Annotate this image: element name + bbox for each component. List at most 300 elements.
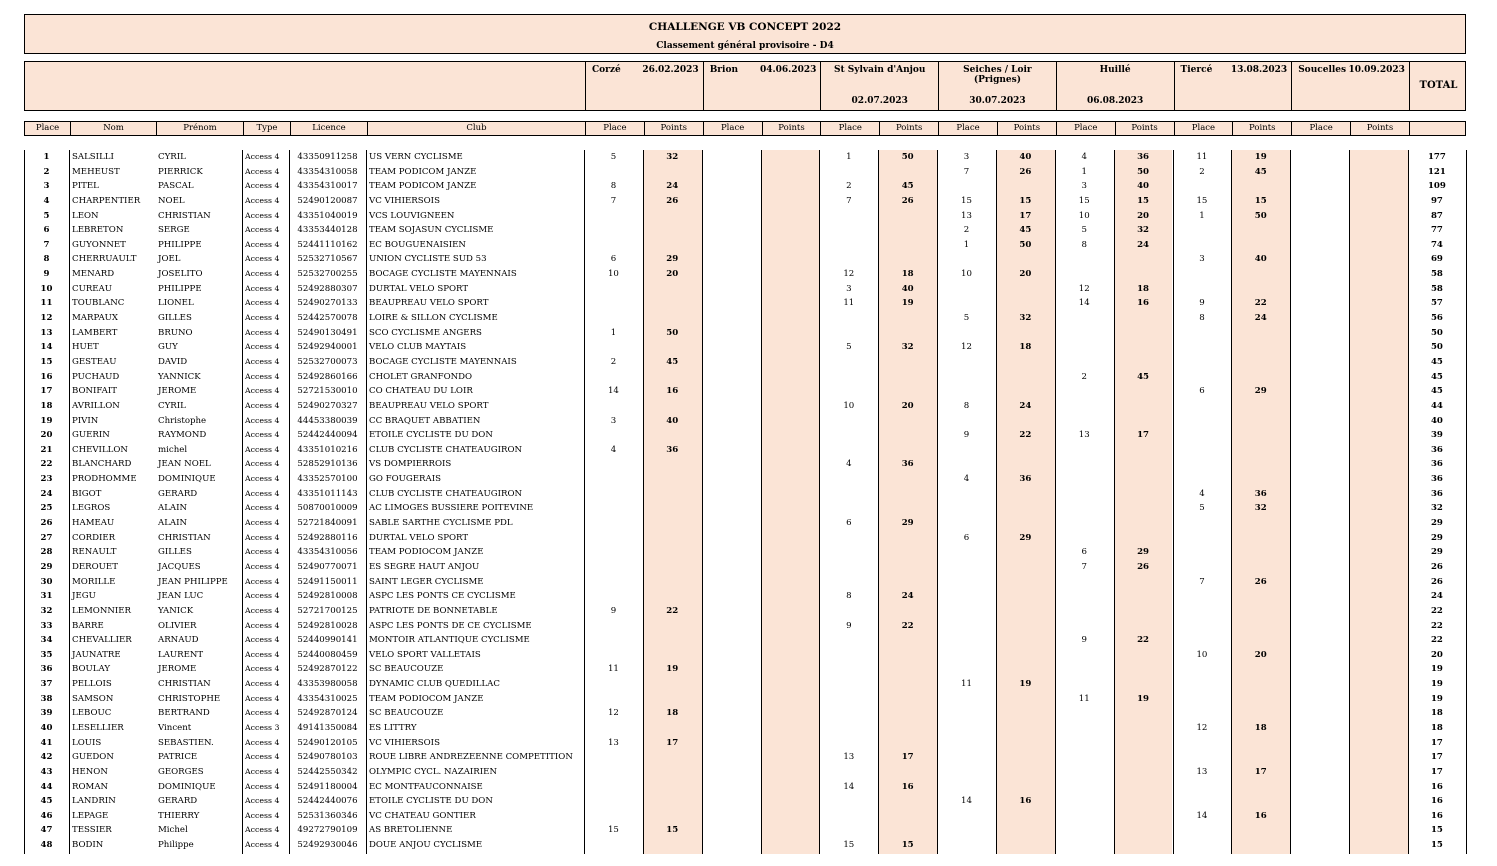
cell-race6-place xyxy=(1173,457,1232,472)
table-row xyxy=(24,604,1466,619)
cell-club: SABLE SARTHE CYCLISME PDL xyxy=(369,518,513,529)
cell-race4-points: 50 xyxy=(1019,239,1032,250)
cell-race6-place xyxy=(1173,604,1232,619)
cell-race6-place xyxy=(1173,706,1232,721)
cell-race7-place xyxy=(1290,633,1349,648)
cell-race4-place xyxy=(937,282,996,297)
cell-race3-place xyxy=(819,648,878,663)
table-row xyxy=(24,838,1466,853)
cell-race2-points xyxy=(761,633,820,648)
cell-race5-place xyxy=(1055,677,1114,692)
cell-race2-points xyxy=(761,194,820,209)
cell-race3-place xyxy=(819,823,878,838)
table-row xyxy=(24,414,1466,429)
cell-race7-points xyxy=(1349,736,1408,751)
cell-race6-place xyxy=(1173,516,1232,531)
cell-club: TEAM PODICOM JANZE xyxy=(369,166,477,177)
table-row xyxy=(24,340,1466,355)
cell-total: 36 xyxy=(1430,488,1443,499)
cell-race3-points xyxy=(878,531,937,546)
cell-club: ASPC LES PONTS CE CYCLISME xyxy=(369,591,516,602)
cell-race5-points xyxy=(1114,575,1173,590)
cell-race7-points xyxy=(1349,545,1408,560)
cell-race3-place xyxy=(819,370,878,385)
cell-total: 29 xyxy=(1430,547,1443,558)
cell-race7-points xyxy=(1349,326,1408,341)
cell-race4-place xyxy=(937,736,996,751)
table-row xyxy=(24,252,1466,267)
cell-race1-points: 26 xyxy=(666,195,679,206)
cell-race4-place xyxy=(937,487,996,502)
cell-club: EC MONTFAUCONNAISE xyxy=(369,781,483,792)
cell-race2-place xyxy=(702,619,761,634)
cell-race3-points: 26 xyxy=(901,195,914,206)
cell-race1-points xyxy=(643,238,702,253)
cell-race4-points xyxy=(996,750,1055,765)
cell-race2-place xyxy=(702,765,761,780)
cell-race5-place xyxy=(1055,384,1114,399)
cell-race5-points xyxy=(1114,443,1173,458)
header-nom: Nom xyxy=(70,122,156,135)
cell-race2-place xyxy=(702,648,761,663)
cell-total: 39 xyxy=(1430,430,1443,441)
cell-race1-points xyxy=(643,780,702,795)
cell-race1-points xyxy=(643,516,702,531)
cell-type: Access 4 xyxy=(245,269,280,279)
cell-nom: CHEVALLIER xyxy=(72,635,132,646)
cell-race3-place xyxy=(819,662,878,677)
cell-nom: BARRE xyxy=(72,620,104,631)
cell-race2-place xyxy=(702,282,761,297)
cell-nom: ROMAN xyxy=(72,781,109,792)
cell-place: 8 xyxy=(43,254,50,265)
cell-race5-place xyxy=(1055,736,1114,751)
cell-race7-points xyxy=(1349,589,1408,604)
cell-race4-place: 4 xyxy=(963,474,970,485)
cell-race5-points xyxy=(1114,501,1173,516)
cell-prenom: michel xyxy=(158,444,188,455)
cell-race3-points: 22 xyxy=(901,620,914,631)
cell-race6-points: 36 xyxy=(1254,488,1267,499)
cell-race6-points: 26 xyxy=(1254,576,1267,587)
page-subtitle: Classement général provisoire - D4 xyxy=(656,41,834,51)
cell-race5-place: 11 xyxy=(1078,693,1090,704)
cell-race1-points xyxy=(643,457,702,472)
cell-race6-place xyxy=(1173,399,1232,414)
table-row xyxy=(24,267,1466,282)
race-date: 26.02.2023 xyxy=(642,65,699,75)
cell-race7-points xyxy=(1349,809,1408,824)
cell-club: TEAM SOJASUN CYCLISME xyxy=(369,225,494,236)
cell-place: 43 xyxy=(40,766,53,777)
cell-prenom: CHRISTIAN xyxy=(158,679,211,690)
cell-club: BOCAGE CYCLISTE MAYENNAIS xyxy=(369,356,517,367)
cell-race2-place xyxy=(702,311,761,326)
cell-prenom: THIERRY xyxy=(158,810,200,821)
cell-race2-points xyxy=(761,706,820,721)
race-name: St Sylvain d'Anjou xyxy=(833,65,926,75)
cell-race4-points xyxy=(996,487,1055,502)
race-name: Brion xyxy=(709,65,739,75)
cell-race4-points: 17 xyxy=(1019,210,1032,221)
cell-licence: 52721700125 xyxy=(297,605,358,616)
cell-race6-place xyxy=(1173,794,1232,809)
cell-race7-points xyxy=(1349,604,1408,619)
cell-type: Access 4 xyxy=(245,298,280,308)
cell-prenom: JEROME xyxy=(158,386,197,397)
cell-place: 5 xyxy=(43,210,50,221)
cell-type: Access 4 xyxy=(245,664,280,674)
cell-club: DOUE ANJOU CYCLISME xyxy=(369,840,483,851)
cell-race6-points xyxy=(1231,179,1290,194)
cell-nom: CHERRUAULT xyxy=(72,254,137,265)
cell-race5-points xyxy=(1114,706,1173,721)
race-date: 06.08.2023 xyxy=(1086,96,1144,106)
cell-race6-place xyxy=(1173,560,1232,575)
cell-race4-points xyxy=(996,414,1055,429)
cell-race4-place xyxy=(937,823,996,838)
table-row xyxy=(24,179,1466,194)
cell-licence: 52442550342 xyxy=(297,766,358,777)
cell-nom: LESELLIER xyxy=(72,722,124,733)
cell-race7-place xyxy=(1290,809,1349,824)
cell-race1-points: 45 xyxy=(666,356,679,367)
table-row xyxy=(24,209,1466,224)
cell-race6-points xyxy=(1231,706,1290,721)
cell-race4-place: 2 xyxy=(963,225,970,236)
cell-race3-points xyxy=(878,736,937,751)
cell-race2-points xyxy=(761,487,820,502)
cell-race3-points: 18 xyxy=(901,269,914,280)
cell-prenom: SERGE xyxy=(158,225,190,236)
cell-race7-place xyxy=(1290,780,1349,795)
cell-race7-place xyxy=(1290,223,1349,238)
cell-race2-points xyxy=(761,399,820,414)
cell-race2-place xyxy=(702,399,761,414)
cell-club: ASPC LES PONTS DE CE CYCLISME xyxy=(369,620,532,631)
cell-race1-place: 14 xyxy=(607,386,619,397)
cell-total: 22 xyxy=(1430,620,1443,631)
cell-race5-points: 18 xyxy=(1137,283,1150,294)
cell-race6-place xyxy=(1173,414,1232,429)
cell-race4-points xyxy=(996,252,1055,267)
cell-type: Access 4 xyxy=(245,400,280,410)
cell-prenom: Vincent xyxy=(158,722,192,733)
table-row xyxy=(24,516,1466,531)
cell-place: 16 xyxy=(40,371,53,382)
cell-licence: 52492870124 xyxy=(297,708,358,719)
cell-race2-place xyxy=(702,721,761,736)
cell-race7-place xyxy=(1290,370,1349,385)
cell-type: Access 4 xyxy=(245,342,280,352)
cell-race4-place xyxy=(937,692,996,707)
cell-race3-place xyxy=(819,531,878,546)
cell-race3-place xyxy=(819,575,878,590)
cell-place: 10 xyxy=(40,283,53,294)
grid-line xyxy=(1466,150,1467,854)
cell-race5-points xyxy=(1114,677,1173,692)
cell-race3-points xyxy=(878,560,937,575)
cell-race4-points xyxy=(996,575,1055,590)
cell-licence: 52492880307 xyxy=(297,283,358,294)
cell-race5-points: 36 xyxy=(1137,152,1150,162)
cell-prenom: YANICK xyxy=(158,605,194,616)
cell-race3-points xyxy=(878,326,937,341)
cell-type: Access 4 xyxy=(245,737,280,747)
header-race_points: Points xyxy=(1232,122,1291,135)
table-row xyxy=(24,736,1466,751)
cell-race3-place xyxy=(819,238,878,253)
cell-race1-points: 15 xyxy=(666,825,679,836)
cell-race6-points xyxy=(1231,589,1290,604)
cell-race1-place xyxy=(584,238,643,253)
cell-race3-points xyxy=(878,765,937,780)
cell-type: Access 4 xyxy=(245,825,280,835)
race-header-2 xyxy=(703,62,821,110)
cell-nom: LOUIS xyxy=(72,737,102,748)
cell-race4-place: 12 xyxy=(961,342,972,353)
cell-prenom: GEORGES xyxy=(158,766,204,777)
cell-race6-points xyxy=(1231,457,1290,472)
cell-race1-place: 12 xyxy=(607,708,619,719)
cell-race6-points xyxy=(1231,326,1290,341)
table-row xyxy=(24,765,1466,780)
cell-race5-points xyxy=(1114,589,1173,604)
cell-licence: 52490120105 xyxy=(297,737,358,748)
cell-place: 35 xyxy=(40,649,53,660)
cell-race4-points xyxy=(996,443,1055,458)
cell-race6-place: 13 xyxy=(1196,766,1208,777)
cell-race5-place xyxy=(1055,823,1114,838)
standings-table xyxy=(24,150,1466,853)
cell-race4-points xyxy=(996,765,1055,780)
cell-race3-points xyxy=(878,311,937,326)
cell-type: Access 4 xyxy=(245,166,280,176)
cell-race1-place xyxy=(584,648,643,663)
cell-club: VC VIHIERSOIS xyxy=(369,195,440,206)
cell-race2-points xyxy=(761,282,820,297)
cell-race1-points xyxy=(643,282,702,297)
cell-race5-place xyxy=(1055,340,1114,355)
cell-place: 23 xyxy=(40,474,53,485)
cell-race6-points xyxy=(1231,823,1290,838)
cell-race2-place xyxy=(702,384,761,399)
cell-race3-points xyxy=(878,721,937,736)
cell-race3-place xyxy=(819,165,878,180)
cell-licence: 52490270327 xyxy=(297,400,358,411)
cell-race6-points xyxy=(1231,692,1290,707)
table-row xyxy=(24,750,1466,765)
cell-race2-points xyxy=(761,223,820,238)
cell-race7-points xyxy=(1349,501,1408,516)
cell-place: 41 xyxy=(40,737,53,748)
cell-club: CO CHATEAU DU LOIR xyxy=(369,386,473,397)
cell-race2-place xyxy=(702,370,761,385)
cell-race6-points: 29 xyxy=(1254,386,1267,397)
cell-total: 97 xyxy=(1430,195,1443,206)
cell-prenom: NOEL xyxy=(158,195,185,206)
cell-licence: 52492810008 xyxy=(297,591,358,602)
cell-licence: 43354310056 xyxy=(297,547,358,558)
cell-race2-points xyxy=(761,457,820,472)
cell-race7-points xyxy=(1349,750,1408,765)
cell-club: BOCAGE CYCLISTE MAYENNAIS xyxy=(369,269,517,280)
cell-nom: MORILLE xyxy=(72,576,116,587)
cell-race1-place xyxy=(584,209,643,224)
cell-race1-points xyxy=(643,633,702,648)
cell-type: Access 4 xyxy=(245,371,280,381)
cell-race6-place xyxy=(1173,619,1232,634)
cell-prenom: ARNAUD xyxy=(158,635,199,646)
cell-nom: BODIN xyxy=(72,840,104,851)
cell-race3-place xyxy=(819,428,878,443)
cell-place: 44 xyxy=(40,781,53,792)
cell-race3-points xyxy=(878,238,937,253)
cell-race3-points: 50 xyxy=(901,152,914,162)
cell-prenom: JEAN NOEL xyxy=(158,459,211,470)
cell-race5-place xyxy=(1055,706,1114,721)
cell-race5-points xyxy=(1114,457,1173,472)
cell-type: Access 4 xyxy=(245,693,280,703)
cell-race3-points xyxy=(878,823,937,838)
cell-race4-points: 36 xyxy=(1019,474,1032,485)
cell-race2-place xyxy=(702,223,761,238)
cell-type: Access 4 xyxy=(245,518,280,528)
cell-race6-points: 16 xyxy=(1254,810,1267,821)
cell-race6-place xyxy=(1173,838,1232,853)
cell-race7-place xyxy=(1290,209,1349,224)
cell-race4-place xyxy=(937,545,996,560)
cell-nom: SAMSON xyxy=(72,693,114,704)
cell-licence: 52721530010 xyxy=(297,386,358,397)
cell-race7-place xyxy=(1290,457,1349,472)
cell-club: VS DOMPIERROIS xyxy=(369,459,452,470)
cell-race5-points: 17 xyxy=(1137,430,1150,441)
cell-race5-points xyxy=(1114,384,1173,399)
cell-race5-place: 8 xyxy=(1081,239,1087,250)
cell-race1-points: 18 xyxy=(666,708,679,719)
cell-nom: BONIFAIT xyxy=(72,386,117,397)
cell-race1-points xyxy=(643,589,702,604)
header-race_place: Place xyxy=(1056,122,1115,135)
cell-race6-points xyxy=(1231,516,1290,531)
cell-race3-place xyxy=(819,487,878,502)
cell-race7-points xyxy=(1349,355,1408,370)
cell-race2-points xyxy=(761,414,820,429)
cell-prenom: Christophe xyxy=(158,415,207,426)
cell-club: CLUB CYCLISTE CHATEAUGIRON xyxy=(369,488,523,499)
cell-prenom: ALAIN xyxy=(158,503,188,514)
cell-race2-place xyxy=(702,296,761,311)
cell-race7-place xyxy=(1290,736,1349,751)
cell-race2-points xyxy=(761,326,820,341)
cell-race3-points: 20 xyxy=(901,400,914,411)
cell-race7-points xyxy=(1349,428,1408,443)
cell-race5-place xyxy=(1055,531,1114,546)
cell-licence: 52492860166 xyxy=(297,371,358,382)
cell-race6-points xyxy=(1231,282,1290,297)
cell-race1-points xyxy=(643,399,702,414)
cell-race6-points xyxy=(1231,428,1290,443)
cell-race4-place xyxy=(937,443,996,458)
cell-nom: PELLOIS xyxy=(72,679,112,690)
header-type: Type xyxy=(243,122,290,135)
cell-race2-place xyxy=(702,487,761,502)
cell-licence: 43354310017 xyxy=(297,181,358,192)
column-header-row xyxy=(24,121,1466,136)
cell-licence: 52490120087 xyxy=(297,195,358,206)
cell-nom: GESTEAU xyxy=(72,356,117,367)
cell-licence: 43352570100 xyxy=(297,474,358,485)
cell-type: Access 4 xyxy=(245,679,280,689)
cell-place: 47 xyxy=(40,825,53,836)
cell-race6-place xyxy=(1173,589,1232,604)
cell-race7-place xyxy=(1290,575,1349,590)
cell-race7-place xyxy=(1290,662,1349,677)
cell-race3-points: 16 xyxy=(901,781,914,792)
cell-race1-place xyxy=(584,340,643,355)
cell-race6-place: 8 xyxy=(1199,313,1205,324)
cell-race1-place: 9 xyxy=(610,605,617,616)
cell-type: Access 4 xyxy=(245,444,280,454)
cell-prenom: PASCAL xyxy=(158,181,194,192)
cell-race7-points xyxy=(1349,619,1408,634)
cell-race4-place xyxy=(937,648,996,663)
cell-club: LOIRE & SILLON CYCLISME xyxy=(369,313,498,324)
cell-type: Access 4 xyxy=(245,605,280,615)
cell-race5-points xyxy=(1114,823,1173,838)
cell-race7-place xyxy=(1290,648,1349,663)
header-race_points: Points xyxy=(879,122,938,135)
cell-race1-place xyxy=(584,721,643,736)
cell-prenom: CHRISTIAN xyxy=(158,532,211,543)
cell-type: Access 4 xyxy=(245,766,280,776)
cell-race7-place xyxy=(1290,414,1349,429)
cell-licence: 43351010216 xyxy=(297,444,358,455)
cell-total: 29 xyxy=(1430,532,1443,543)
cell-race3-place: 10 xyxy=(843,400,855,411)
header-race_points: Points xyxy=(1115,122,1174,135)
cell-race1-points: 22 xyxy=(666,605,679,616)
cell-race1-points xyxy=(643,677,702,692)
cell-type: Access 4 xyxy=(245,225,280,235)
cell-race2-points xyxy=(761,472,820,487)
cell-licence: 43354310025 xyxy=(297,693,358,704)
cell-race4-points xyxy=(996,370,1055,385)
cell-race6-place xyxy=(1173,736,1232,751)
cell-place: 1 xyxy=(43,152,50,162)
cell-race4-points xyxy=(996,838,1055,853)
table-row xyxy=(24,296,1466,311)
cell-nom: HUET xyxy=(72,342,99,353)
cell-race1-points: 17 xyxy=(666,737,679,748)
cell-race7-place xyxy=(1290,252,1349,267)
cell-race6-place xyxy=(1173,750,1232,765)
cell-race5-points xyxy=(1114,736,1173,751)
cell-race2-place xyxy=(702,662,761,677)
cell-race3-place xyxy=(819,604,878,619)
cell-race7-points xyxy=(1349,414,1408,429)
cell-prenom: PHILIPPE xyxy=(158,239,202,250)
table-row xyxy=(24,355,1466,370)
cell-race4-place xyxy=(937,516,996,531)
cell-licence: 52492880116 xyxy=(297,532,358,543)
cell-race2-points xyxy=(761,384,820,399)
race-header-3 xyxy=(820,62,938,110)
cell-race3-points xyxy=(878,355,937,370)
cell-race5-points: 24 xyxy=(1137,239,1150,250)
table-row xyxy=(24,326,1466,341)
